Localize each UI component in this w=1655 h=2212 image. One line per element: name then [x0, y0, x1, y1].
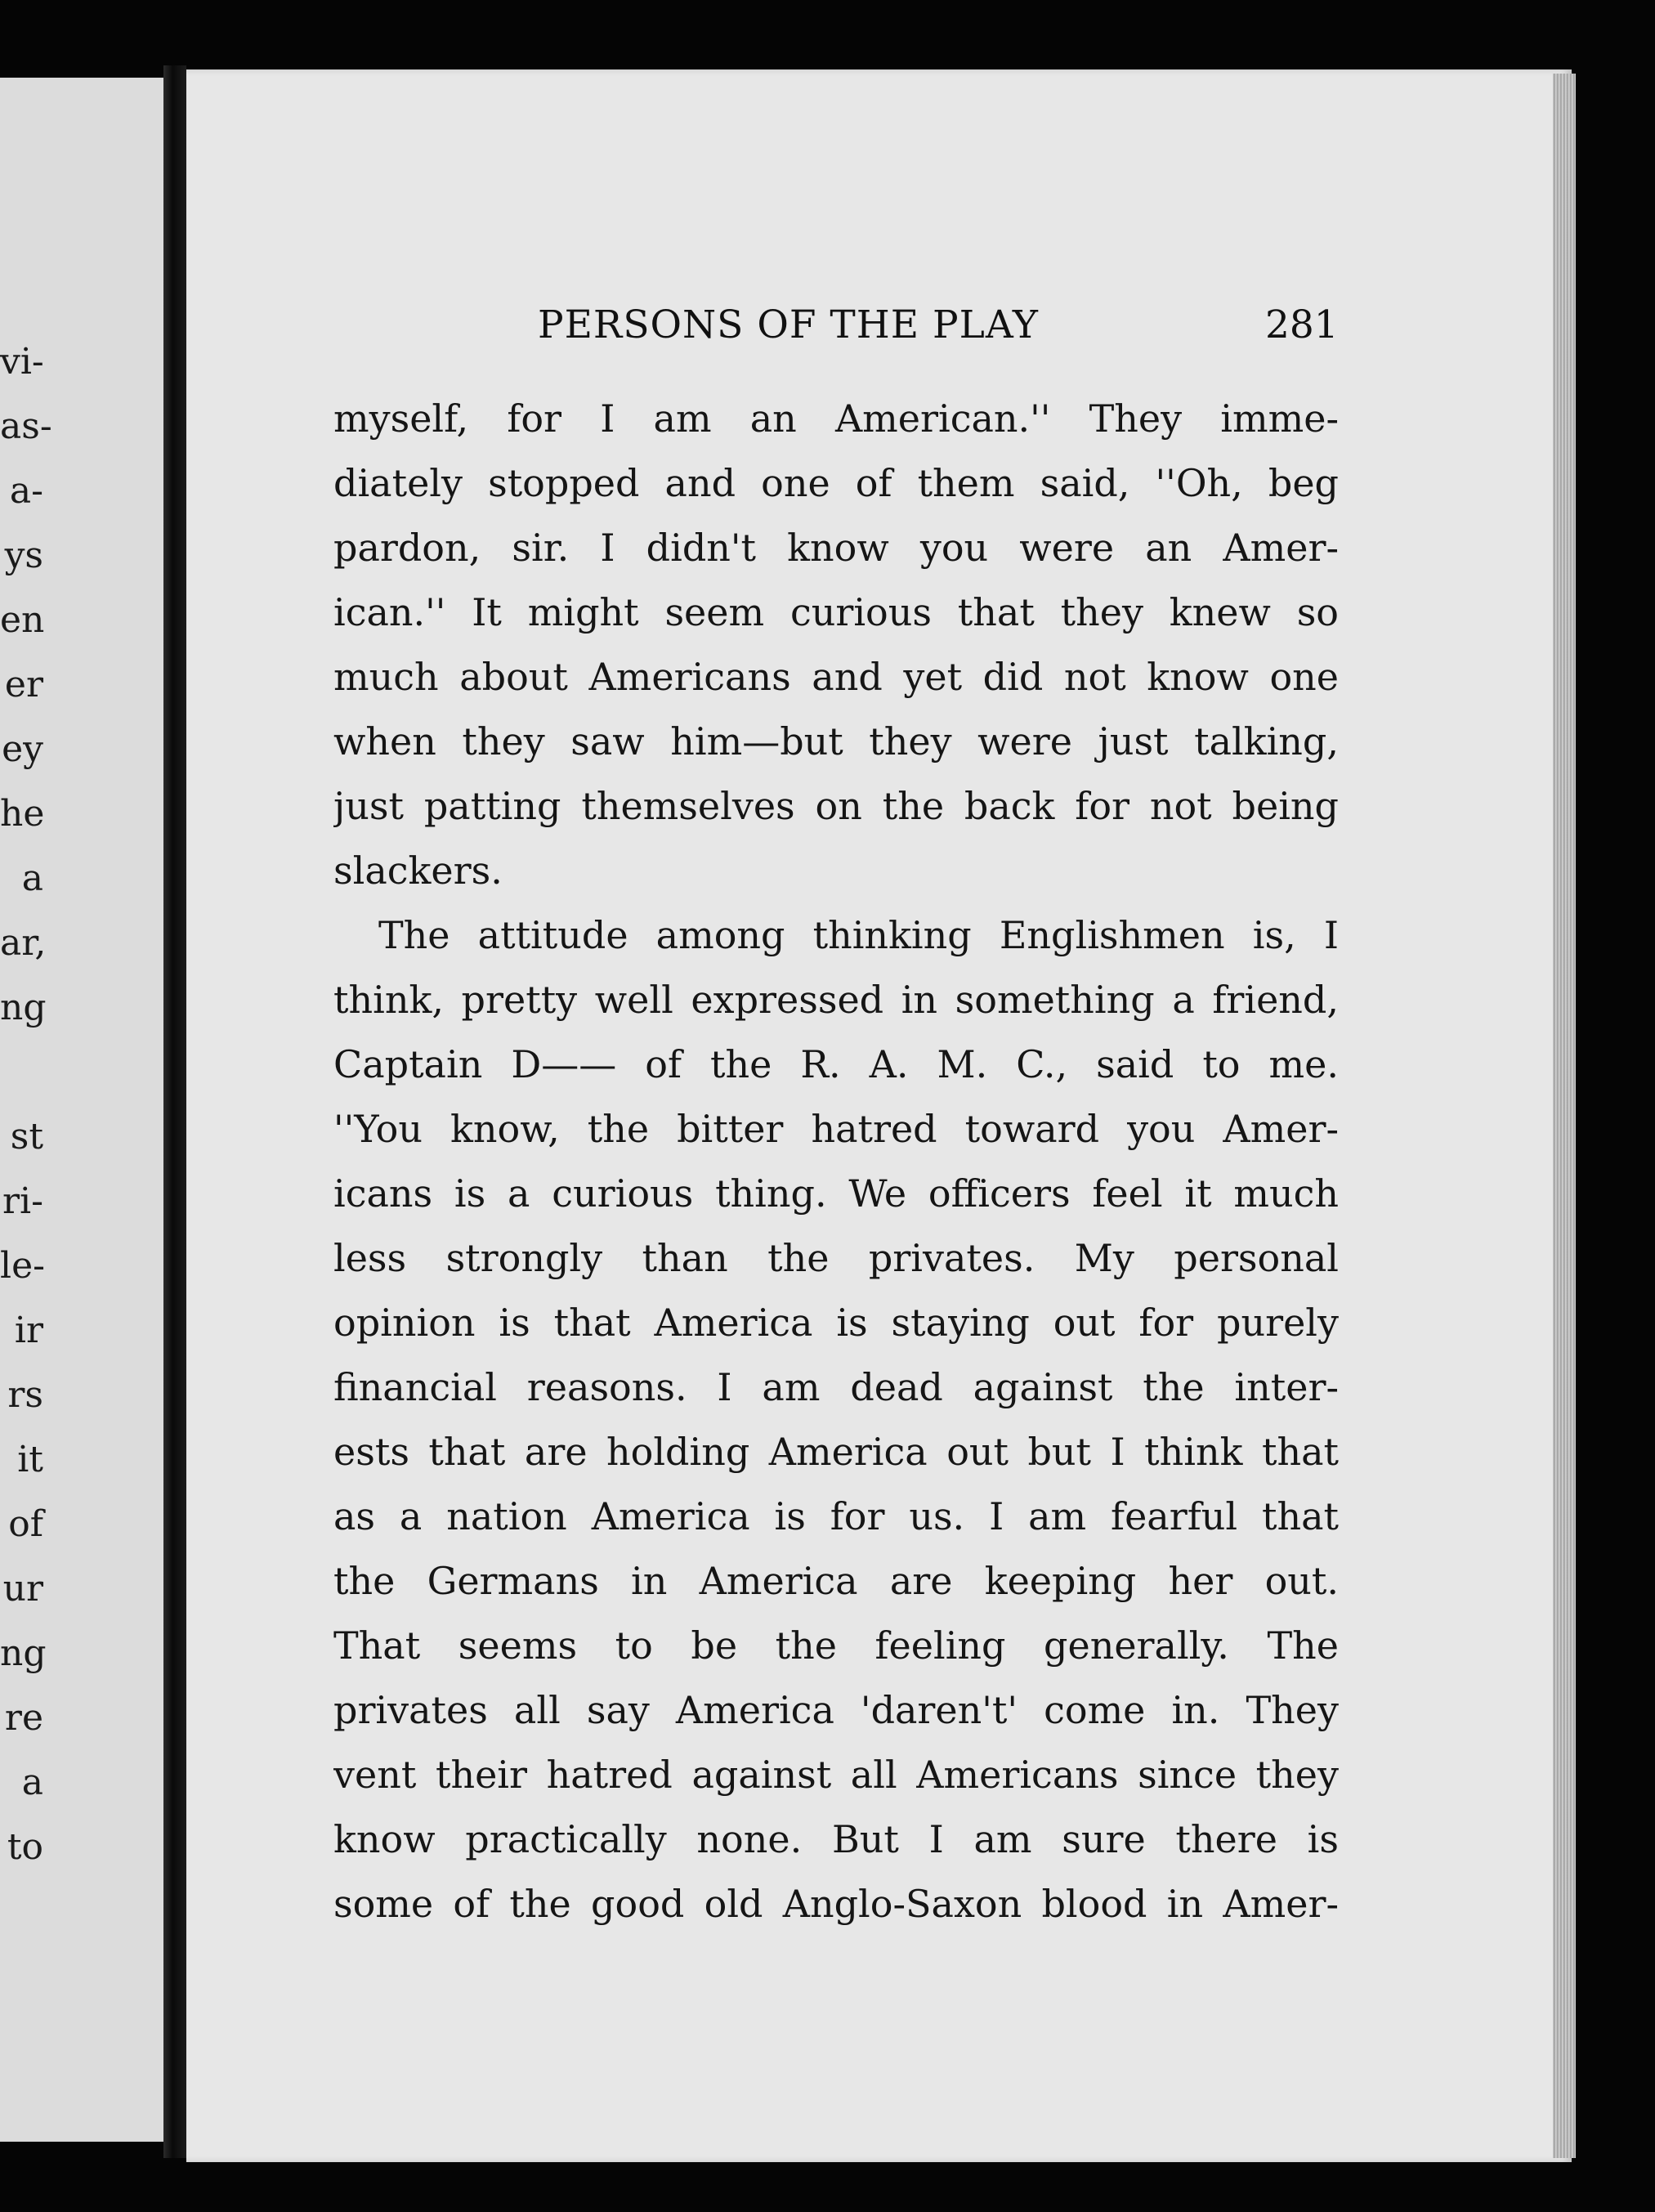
left-fragment-line: ri- — [2, 1180, 43, 1222]
text-line: just patting themselves on the back for not being — [333, 784, 1339, 828]
left-fragment-line: ir — [14, 1310, 43, 1351]
body-text — [333, 387, 1339, 1937]
text-line: ''You know, the bitter hatred toward you Amer- — [333, 1107, 1339, 1151]
paragraph-end-line: slackers. — [333, 849, 503, 893]
text-line: Captain D—— of the R. A. M. C., said to me. — [333, 1042, 1339, 1086]
left-fragment-line: of — [8, 1503, 43, 1545]
text-line: less strongly than the privates. My personal — [333, 1236, 1339, 1280]
left-page-text-fragments — [0, 329, 168, 1879]
left-fragment-line: ng — [0, 987, 47, 1028]
text-line: the Germans in America are keeping her out. — [333, 1559, 1339, 1603]
text-line: some of the good old Anglo-Saxon blood in Amer- — [333, 1882, 1339, 1926]
left-fragment-line: as- — [0, 405, 52, 447]
left-fragment-line: it — [17, 1439, 43, 1480]
left-fragment-line: a- — [9, 470, 43, 512]
paragraph-start-line: The attitude among thinking Englishmen is, I — [378, 913, 1339, 957]
left-fragment-line: ar, — [0, 922, 47, 964]
left-fragment-line: a — [21, 857, 43, 899]
text-line: as a nation America is for us. I am fearful that — [333, 1494, 1339, 1538]
text-line: myself, for I am an American.'' They imme- — [333, 396, 1339, 441]
left-fragment-line: ys — [4, 535, 43, 576]
right-page — [186, 69, 1572, 2162]
left-fragment-line: to — [7, 1826, 43, 1868]
left-fragment-line: le- — [0, 1245, 45, 1287]
text-line: privates all say America 'daren't' come in. They — [333, 1688, 1339, 1732]
left-fragment-line: ur — [2, 1568, 43, 1610]
book-spine-gutter — [163, 65, 186, 2158]
left-page-fragment — [0, 78, 168, 2142]
left-fragment-line: en — [0, 599, 45, 641]
text-line: when they saw him—but they were just talking, — [333, 719, 1339, 763]
text-line: icans is a curious thing. We officers feel it much — [333, 1171, 1339, 1216]
text-line: know practically none. But I am sure there is — [333, 1817, 1339, 1861]
left-fragment-line: vi- — [0, 341, 44, 383]
page-number: 281 — [1265, 302, 1339, 347]
text-line: opinion is that America is staying out for purely — [333, 1301, 1339, 1345]
text-line: financial reasons. I am dead against the inter- — [333, 1365, 1339, 1409]
text-line: ests that are holding America out but I think that — [333, 1430, 1339, 1474]
text-line: pardon, sir. I didn't know you were an Amer- — [333, 526, 1339, 570]
left-fragment-line: a — [21, 1762, 43, 1803]
left-fragment-line — [0, 1040, 168, 1104]
text-line: ican.'' It might seem curious that they knew so — [333, 590, 1339, 634]
text-line: think, pretty well expressed in something a friend, — [333, 978, 1339, 1022]
left-fragment-line: ey — [2, 728, 43, 770]
text-line: vent their hatred against all Americans since they — [333, 1753, 1339, 1797]
text-line: That seems to be the feeling generally. The — [333, 1623, 1339, 1668]
left-fragment-line: he — [0, 793, 45, 835]
running-head — [186, 302, 1572, 360]
text-line: diately stopped and one of them said, ''Oh, beg — [333, 461, 1339, 505]
left-fragment-line: re — [4, 1697, 43, 1739]
left-fragment-line: rs — [7, 1374, 43, 1416]
left-fragment-line: er — [4, 664, 43, 705]
running-title: PERSONS OF THE PLAY — [538, 302, 1039, 347]
text-line: much about Americans and yet did not know one — [333, 655, 1339, 699]
left-fragment-line: st — [10, 1116, 43, 1157]
left-fragment-line: ng — [0, 1632, 47, 1674]
page-stack-edge — [1553, 74, 1576, 2158]
